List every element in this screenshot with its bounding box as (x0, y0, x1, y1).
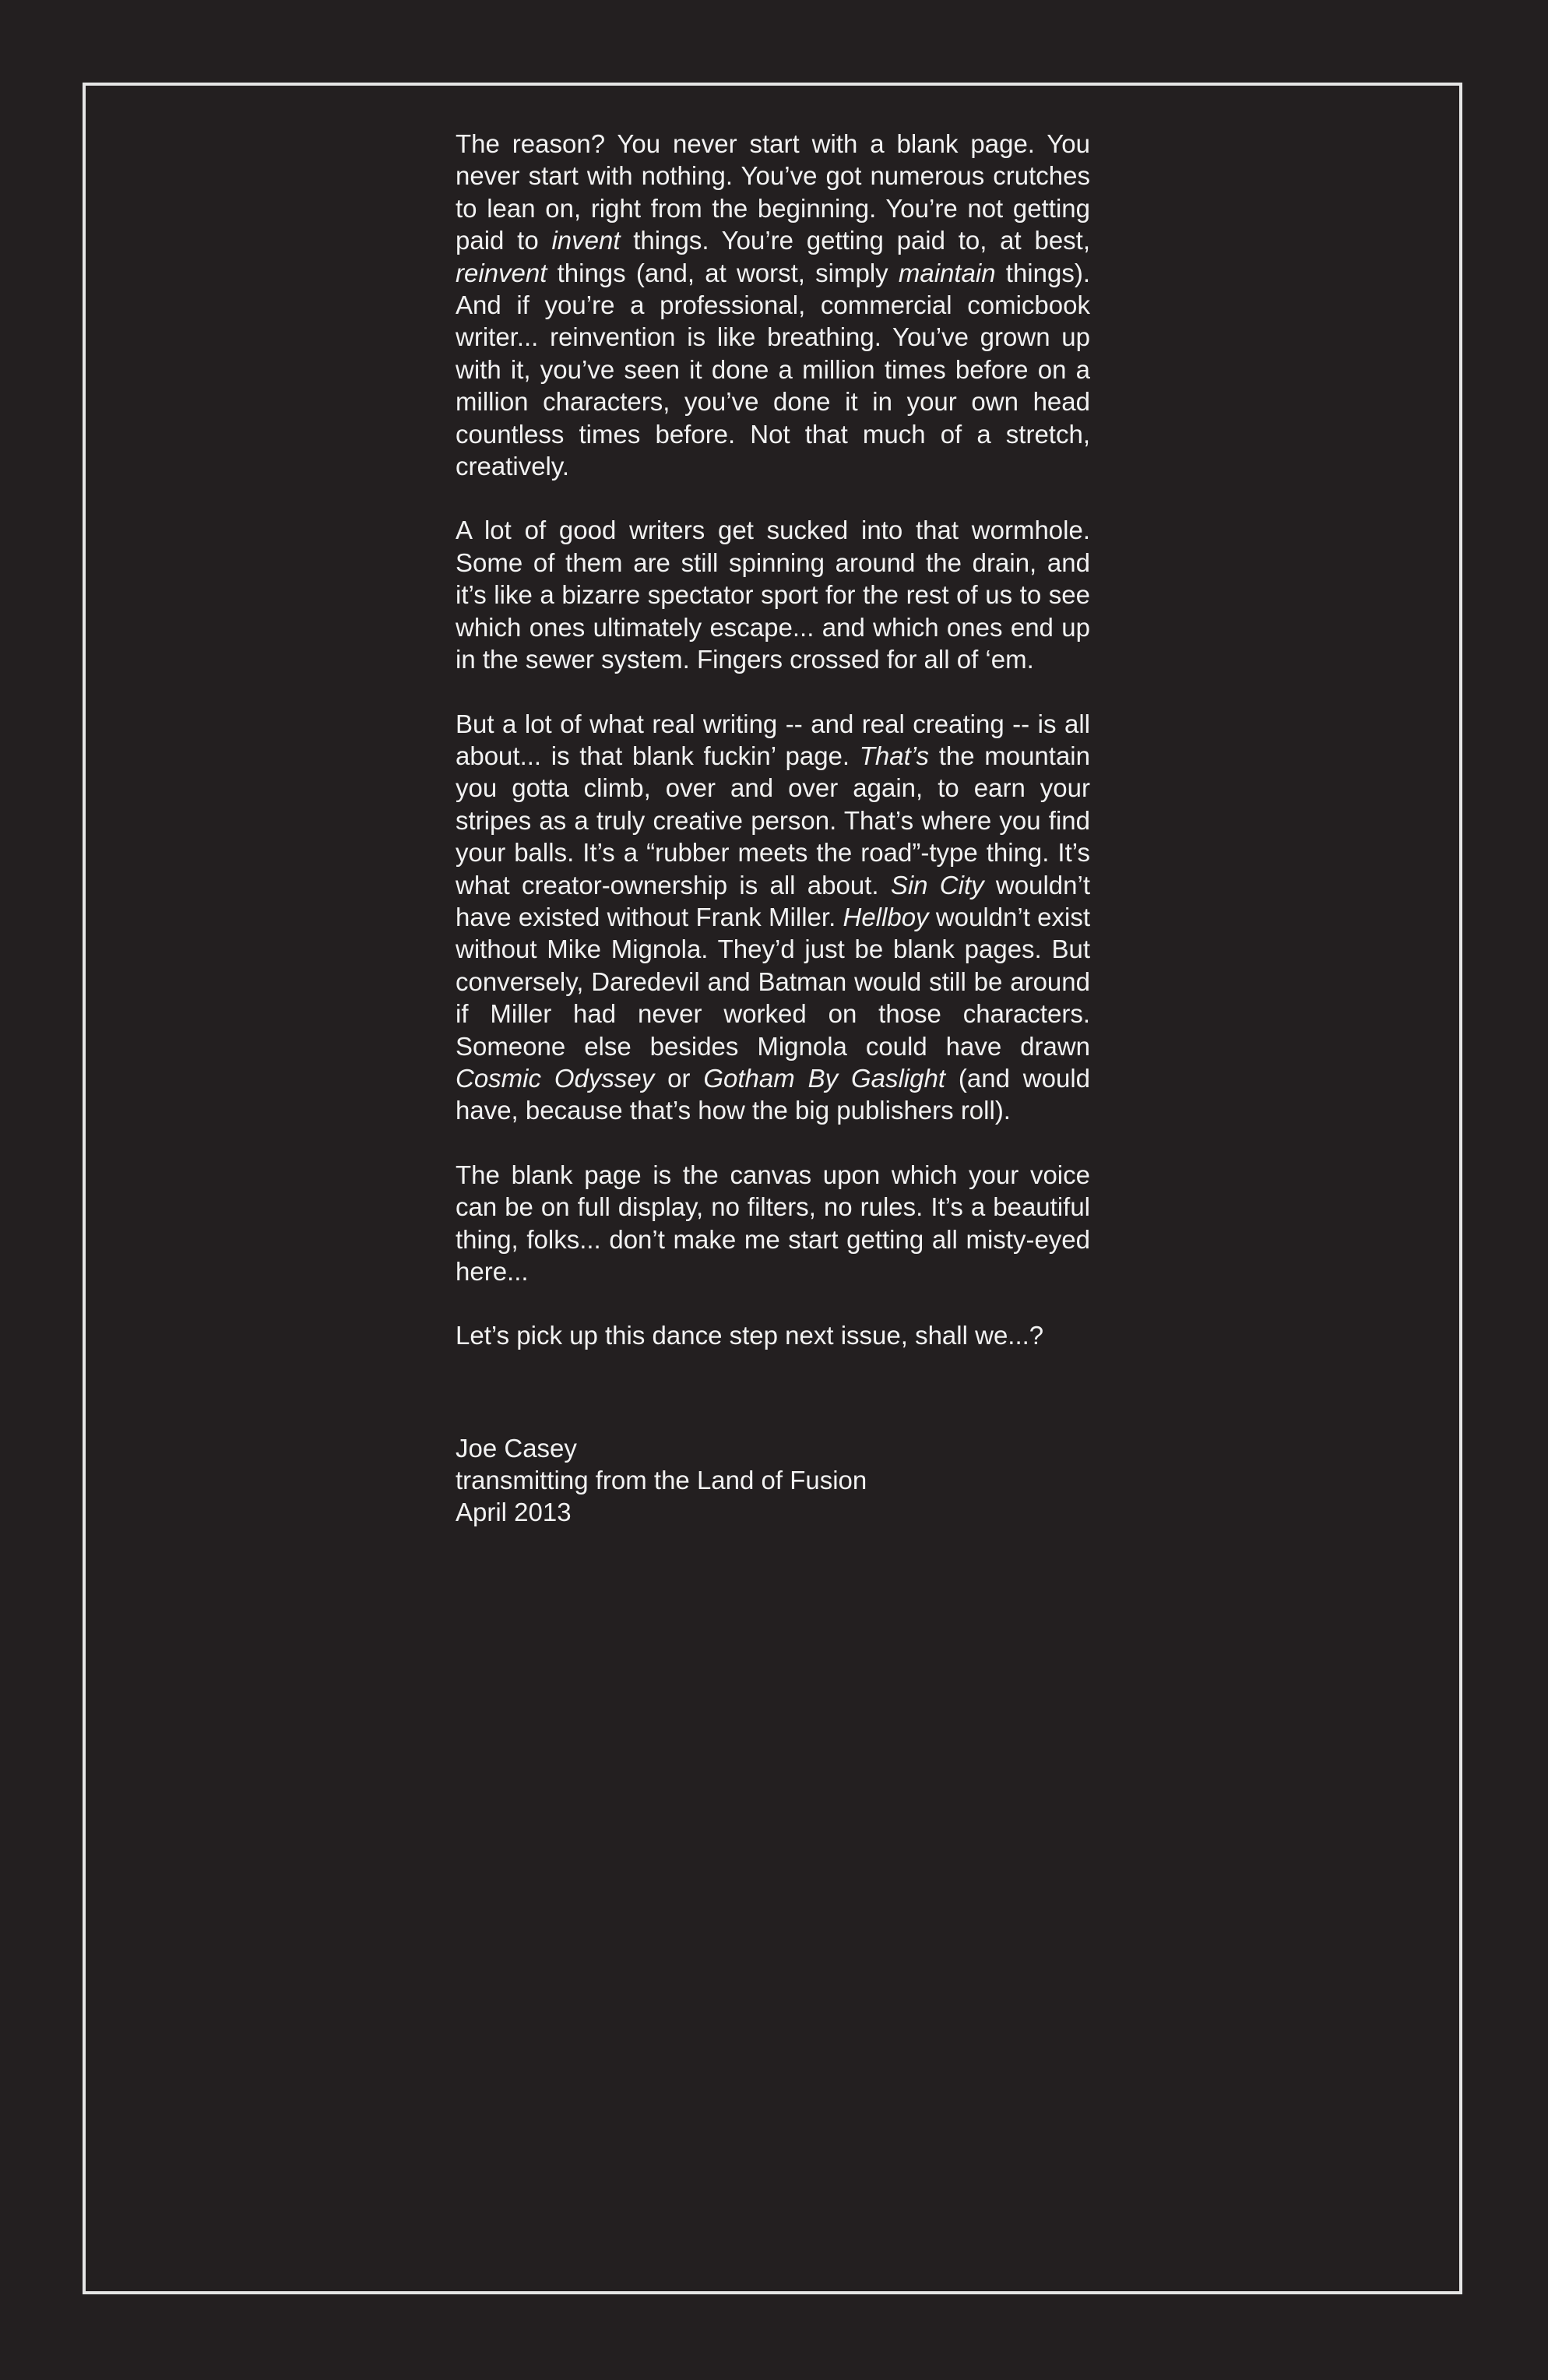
paragraph-text: The blank page is the canvas upon which your voice can be on full display, no filters, no rules. It’s a beautiful thing, folks... don’t make me start getting all misty-eyed here... (456, 1160, 1090, 1286)
paragraph-text: the mountain you gotta climb, over and over again, to earn your stripes as a truly creative person. That’s where you find your balls. It’s a “rubber meets the road”-type thing. It’s what creator-ownership is all about. (456, 741, 1090, 900)
paragraph-text: wouldn’t exist without Mike Mignola. They’d just be blank pages. But conversely, Daredevil and Batman would still be around if Miller had never worked on those characters. Someone else besides Mignola could have drawn (456, 902, 1091, 1061)
body-paragraph (456, 708, 1090, 1127)
body-paragraph (456, 1319, 1090, 1351)
text-column (456, 128, 1090, 1528)
body-paragraph (456, 128, 1090, 482)
body-paragraph (456, 1159, 1090, 1288)
italic-title-text: invent (551, 226, 621, 255)
signature-date: April 2013 (456, 1497, 572, 1526)
signature-block (456, 1432, 1090, 1528)
italic-title-text: Cosmic Odyssey (456, 1063, 655, 1093)
paragraph-text: things). And if you’re a professional, commercial comicbook writer... reinvention is like breathing. You’ve grown up with it, you’ve seen it done a million times before on a million characters, you’ve done it in your own head countless times before. Not that much of a stretch, creatively. (456, 258, 1090, 481)
paragraph-text: wouldn’t have existed without Frank Miller. (456, 870, 1090, 931)
author-location: transmitting from the Land of Fusion (456, 1465, 867, 1495)
paragraph-text: things (and, at worst, simply (547, 258, 899, 287)
italic-title-text: maintain (898, 258, 996, 287)
paragraph-text: A lot of good writers get sucked into that wormhole. Some of them are still spinning around the drain, and it’s like a bizarre spectator sport for the rest of us to see which ones ultimately escape... and which ones end up in the sewer system. Fingers crossed for all of ‘em. (456, 516, 1090, 674)
body-paragraph (456, 514, 1090, 675)
paragraph-text: things. You’re getting paid to, at best, (620, 226, 1091, 255)
paragraph-text: Let’s pick up this dance step next issue, shall we...? (456, 1321, 1044, 1350)
italic-title-text: Gotham By Gaslight (703, 1063, 946, 1093)
paragraph-text: (and would have, because that’s how the big publishers roll). (456, 1063, 1091, 1125)
italic-title-text: Hellboy (843, 902, 929, 931)
author-name: Joe Casey (456, 1433, 577, 1463)
paragraph-text: or (654, 1063, 704, 1093)
paragraph-text: But a lot of what real writing -- and real creating -- is all about... is that blank fuckin’ page. (456, 709, 1090, 770)
italic-title-text: Sin City (890, 870, 984, 900)
italic-title-text: reinvent (456, 258, 547, 287)
article-body (456, 128, 1090, 1352)
italic-title-text: That’s (859, 741, 930, 770)
paragraph-text: The reason? You never start with a blank page. You never start with nothing. You’ve got numerous crutches to lean on, right from the beginning. You’re not getting paid to (456, 129, 1090, 255)
